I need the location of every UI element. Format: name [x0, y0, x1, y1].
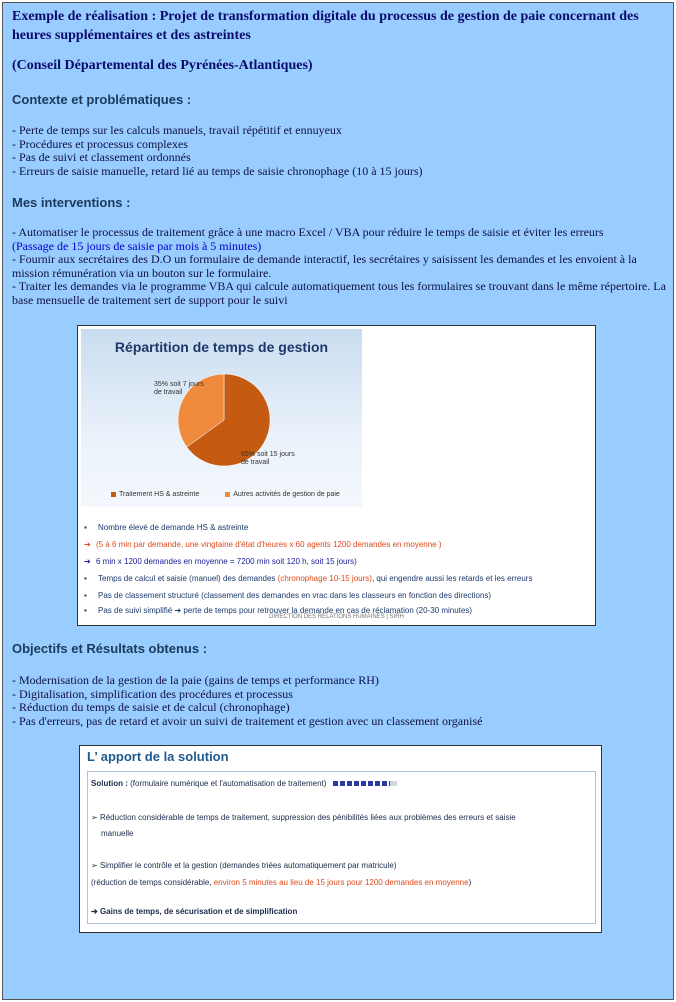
- solution-header: L’ apport de la solution: [87, 749, 229, 764]
- organization: (Conseil Départemental des Pyrénées-Atlantiques): [12, 58, 313, 73]
- figure-time-distribution: [77, 325, 596, 626]
- arrow-right-icon: ➔: [174, 606, 182, 615]
- list-item: - Procédures et processus complexes: [12, 136, 188, 151]
- list-item: - Perte de temps sur les calculs manuels, travail répétitif et ennuyeux: [12, 123, 342, 137]
- arrow-right-icon: ➔: [84, 557, 91, 566]
- solution-line: Solution : (formulaire numérique et l'automatisation de traitement): [91, 779, 397, 788]
- list-item: - Digitalisation, simplification des procédures et processus: [12, 686, 293, 701]
- list-item: - Erreurs de saisie manuelle, retard lié au temps de saisie chronophage (10 à 15 jours): [12, 163, 423, 178]
- figure-solution: [79, 745, 602, 933]
- bullet-item: ▪ Pas de suivi simplifié ➔ perte de temps pour retrouver la demande en cas de réclamation (20-30 minutes): [84, 606, 473, 615]
- context-list: [12, 124, 672, 178]
- list-item: - Modernisation de la gestion de la paie (gains de temps et performance RH): [12, 673, 379, 687]
- interventions-list: [12, 226, 672, 307]
- page-title: Exemple de réalisation : Projet de transformation digitale du processus de gestion de paie concernant des heures supplémentaires et des astreintes: [12, 9, 639, 43]
- page: [2, 2, 674, 1000]
- point-1: ➢ Réduction considérable de temps de traitement, suppression des pénibilités liées aux problèmes des erreurs et saisie: [91, 813, 516, 822]
- point-2-note: (réduction de temps considérable, environ 5 minutes au lieu de 15 jours pour 1200 demandes en moyenne): [91, 878, 472, 887]
- arrow-right-icon: ➔: [84, 540, 91, 549]
- point-1-cont: manuelle: [101, 829, 134, 838]
- bullet-item: ➔ 6 min x 1200 demandes en moyenne = 7200 min soit 120 h, soit 15 jours): [84, 557, 357, 566]
- point-2: ➢ Simplifier le contrôle et la gestion (demandes triées automatiquement par matricule): [91, 861, 397, 870]
- list-item: - Pas de suivi et classement ordonnés: [12, 150, 191, 164]
- conclusion: ➔ Gains de temps, de sécurisation et de simplification: [91, 907, 298, 916]
- chevron-right-icon: ➢: [91, 813, 100, 822]
- list-item: - Traiter les demandes via le programme VBA qui calcule automatiquement tous les formulaires se trouvant dans le même répertoire. La base mensuelle de traitement sert de support pour le suivi: [12, 279, 666, 307]
- chart-legend: [111, 491, 340, 498]
- slice-label-65: 65% soit 15 jours de travail: [241, 451, 295, 466]
- pie-chart: [81, 329, 362, 507]
- legend-swatch: [111, 492, 116, 497]
- list-item: - Fournir aux secrétaires des D.O un formulaire de demande interactif, les secrétaires y saisissent les demandes et les envoient à la mission rémunération via un bouton sur le formulaire.: [12, 252, 637, 280]
- bullet-item: ➔ (5 à 6 min par demande, une vingtaine d'état d'heures x 60 agents 1200 demandes en moyenne ): [84, 540, 442, 549]
- arrow-right-icon: ➔: [91, 907, 100, 916]
- results-list: [12, 674, 672, 728]
- figure-footer: DIRECTION DES RELATIONS HUMAINES | SIRH: [269, 614, 404, 620]
- interventions-heading: Mes interventions :: [12, 195, 131, 210]
- solution-panel: [87, 771, 596, 924]
- bullet-item: ▪ Temps de calcul et saisie (manuel) des demandes (chronophage 10-15 jours), qui engendre aussi les retards et les erreurs: [84, 574, 533, 583]
- list-item: - Réduction du temps de saisie et de calcul (chronophage): [12, 700, 290, 714]
- chart-title: Répartition de temps de gestion: [114, 339, 329, 355]
- chevron-right-icon: ➢: [91, 861, 100, 870]
- list-item-note: (Passage de 15 jours de saisie par mois à 5 minutes): [12, 238, 262, 253]
- progress-fill: [333, 781, 391, 786]
- context-heading: Contexte et problématiques :: [12, 92, 192, 107]
- results-heading: Objectifs et Résultats obtenus :: [12, 641, 208, 656]
- legend-swatch: [225, 492, 230, 497]
- list-item: - Pas d'erreurs, pas de retard et avoir un suivi de traitement et gestion avec un classement organisé: [12, 713, 483, 728]
- bullet-item: ▪ Pas de classement structuré (classement des demandes en vrac dans les classeurs en fonction des directions): [84, 591, 492, 600]
- legend-entry: Autres activités de gestion de paie: [233, 491, 340, 498]
- list-item: - Automatiser le processus de traitement grâce à une macro Excel / VBA pour réduire le temps de saisie et éviter les erreurs: [12, 225, 604, 239]
- legend-entry: Traitement HS & astreinte: [119, 491, 200, 498]
- bullet-item: ▪ Nombre élevé de demande HS & astreinte: [84, 523, 249, 532]
- solution-progress-bar: [333, 781, 397, 786]
- slice-label-35: 35% soit 7 jours de travail: [154, 381, 204, 396]
